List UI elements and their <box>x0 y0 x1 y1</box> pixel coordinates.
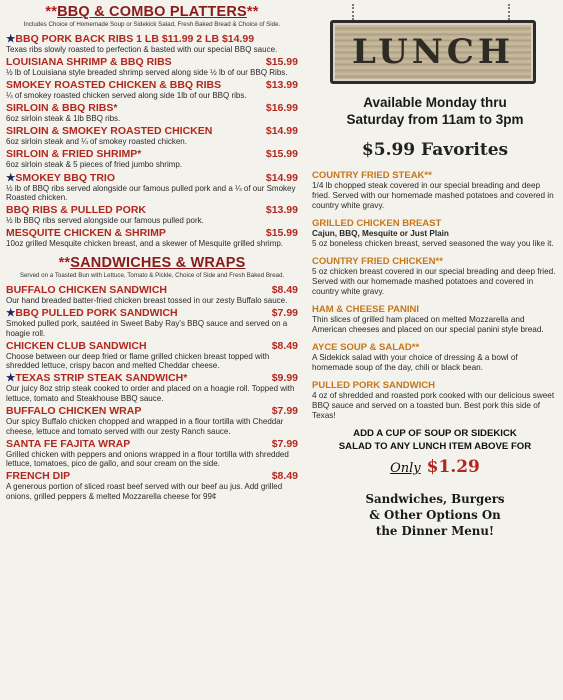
lunch-item-description <box>312 315 558 335</box>
menu-item-name: TEXAS STRIP STEAK SANDWICH* <box>15 372 188 385</box>
menu-item-price: $8.49 <box>271 339 298 352</box>
menu-item <box>6 340 298 371</box>
menu-item-title <box>6 307 178 319</box>
lunch-item-description <box>312 181 558 211</box>
menu-item-title <box>6 340 147 352</box>
bbq-section-title <box>6 4 298 20</box>
menu-item-price: $8.49 <box>271 470 298 483</box>
availability-text <box>312 94 558 128</box>
lunch-item <box>312 170 558 211</box>
lunch-item-desc-text: 5 oz boneless chicken breast, served seasoned the way you like it. <box>312 239 554 248</box>
menu-item-description: 6oz sirloin steak and ¼ of smokey roasted chicken. <box>6 137 187 147</box>
menu-item-title <box>6 284 167 296</box>
menu-item-name: FRENCH DIP <box>6 470 71 483</box>
menu-item-header <box>6 148 298 160</box>
star-icon: ★ <box>6 171 16 184</box>
menu-item-name: BBQ PORK BACK RIBS 1 LB $11.99 2 LB $14.99 <box>15 33 255 45</box>
menu-item-description: Our juicy 8oz strip steak cooked to order and placed on a hoagie roll. Topped with lettuce, tomato and Steakhouse BBQ sauce. <box>6 384 295 403</box>
menu-item-header <box>6 79 298 91</box>
menu-item-header <box>6 470 298 482</box>
lunch-item-name: HAM & CHEESE PANINI <box>312 304 419 315</box>
sandwiches-item-list <box>6 284 298 502</box>
lunch-item-description <box>312 353 558 373</box>
menu-item-description: 6oz sirloin steak & 1lb BBQ ribs. <box>6 114 121 124</box>
menu-item-description: Our spicy Buffalo chicken chopped and wrapped in a flour tortilla with Cheddar cheese, lettuce and tomato served with our zesty Ranch sauce. <box>6 417 284 436</box>
sandwiches-section-title <box>6 255 298 271</box>
menu-item-header <box>6 438 298 450</box>
menu-item-price: $8.49 <box>271 283 298 296</box>
menu-item <box>6 284 298 306</box>
menu-item-name: SMOKEY BBQ TRIO <box>15 171 115 184</box>
menu-item-name: SIRLOIN & BBQ RIBS* <box>6 102 118 115</box>
menu-item-header <box>6 204 298 216</box>
menu-item <box>6 33 298 55</box>
menu-item-title <box>6 204 146 216</box>
menu-item-title <box>6 438 130 450</box>
lunch-item-name: AYCE SOUP & SALAD** <box>312 342 420 353</box>
menu-item-header <box>6 56 298 68</box>
menu-item-header <box>6 172 298 184</box>
menu-item-name: BBQ PULLED PORK SANDWICH <box>15 307 178 320</box>
menu-item-name: CHICKEN CLUB SANDWICH <box>6 339 147 352</box>
left-column <box>6 4 298 503</box>
lunch-item-desc-text: 1/4 lb chopped steak covered in our special breading and deep fried. Served with our homemade mashed potatoes and covered in country white gravy. <box>312 181 554 210</box>
menu-item-price: $13.99 <box>265 79 298 92</box>
lunch-item-description <box>312 229 558 249</box>
lunch-item-name: COUNTRY FRIED CHICKEN** <box>312 256 443 267</box>
menu-item-price: $15.99 <box>265 56 298 69</box>
dinner-menu-note <box>312 491 558 539</box>
menu-item-description: ½ lb of Louisiana style breaded shrimp served along side ½ lb of our BBQ Ribs. <box>6 68 288 78</box>
lunch-item <box>312 304 558 335</box>
menu-item-header <box>6 102 298 114</box>
availability-line-2: Saturday from 11am to 3pm <box>346 112 524 127</box>
star-icon: ★ <box>6 372 16 385</box>
menu-item <box>6 102 298 124</box>
lunch-item-options: Cajun, BBQ, Mesquite or Just Plain <box>312 229 449 238</box>
menu-item-price: $7.99 <box>271 437 298 450</box>
addon-line-2: SALAD TO ANY LUNCH ITEM ABOVE FOR <box>338 440 532 452</box>
star-icon: ★ <box>6 33 16 45</box>
lunch-item-name: GRILLED CHICKEN BREAST <box>312 218 442 229</box>
menu-item-title <box>6 172 115 184</box>
menu-item-title <box>6 33 254 45</box>
menu-item-price: $15.99 <box>265 227 298 240</box>
menu-item-title <box>6 372 187 384</box>
lunch-item-desc-text: A Sidekick salad with your choice of dressing & a bowl of homemade soup of the day, chili or black bean. <box>312 353 518 372</box>
menu-item-price: $7.99 <box>271 307 298 320</box>
lunch-item-list <box>312 170 558 421</box>
menu-item-price: $9.99 <box>271 372 298 385</box>
menu-item-header <box>6 405 298 417</box>
lunch-item-description <box>312 267 558 297</box>
menu-item-title <box>6 470 70 482</box>
menu-item <box>6 172 298 203</box>
sandwiches-title-text: SANDWICHES & WRAPS <box>70 254 246 271</box>
menu-item-description: ¼ of smokey roasted chicken served along side 1lb of our BBQ ribs. <box>6 91 247 101</box>
menu-item-title <box>6 227 166 239</box>
lunch-item-name: COUNTRY FRIED STEAK** <box>312 170 432 181</box>
menu-item-description: Our hand breaded batter-fried chicken breast tossed in our zesty Buffalo sauce. <box>6 295 288 305</box>
lunch-sign <box>330 20 536 84</box>
right-column <box>312 4 558 539</box>
addon-price-line <box>312 457 558 477</box>
menu-item-title <box>6 148 141 160</box>
menu-item-header <box>6 372 298 384</box>
menu-item-title <box>6 102 117 114</box>
menu-item-title <box>6 79 221 91</box>
lunch-item-desc-text: 4 oz of shredded and roasted pork cooked with our delicious sweet BBQ sauce and served on a toasted bun. Best pork this side of Texas! <box>312 391 555 420</box>
sign-chain-left <box>352 4 356 20</box>
dinner-line-1: Sandwiches, Burgers <box>365 492 505 506</box>
menu-item-header <box>6 307 298 319</box>
star-icon: ★ <box>6 307 16 320</box>
addon-text <box>312 428 558 453</box>
bbq-title-text: BBQ & COMBO PLATTERS <box>57 4 247 20</box>
menu-item-header <box>6 340 298 352</box>
lunch-item-desc-text: Thin slices of grilled ham placed on melted Mozzarella and American cheeses and placed on our special panini style bread. <box>312 315 544 334</box>
menu-item <box>6 227 298 249</box>
menu-item-title <box>6 56 172 68</box>
bbq-item-list <box>6 33 298 249</box>
menu-item-name: SMOKEY ROASTED CHICKEN & BBQ RIBS <box>6 79 222 92</box>
menu-item-name: SIRLOIN & FRIED SHRIMP* <box>6 148 142 161</box>
favorites-title: $5.99 Favorites <box>361 140 509 160</box>
menu-item-name: BUFFALO CHICKEN WRAP <box>6 405 142 418</box>
title-stars-left: ** <box>58 254 71 271</box>
menu-item-title <box>6 405 141 417</box>
lunch-sign-text: LUNCH <box>352 32 514 72</box>
menu-item <box>6 148 298 170</box>
menu-item-header <box>6 284 298 296</box>
sign-chain-right <box>508 4 512 20</box>
menu-item <box>6 204 298 226</box>
menu-item-price: $14.99 <box>265 171 298 184</box>
addon-line-1: ADD A CUP OF SOUP OR SIDEKICK <box>353 428 517 439</box>
menu-item-name: BBQ RIBS & PULLED PORK <box>6 204 147 217</box>
menu-item-description: Smoked pulled pork, sautéed in Sweet Baby Ray's BBQ sauce and served on a hoagie roll. <box>6 319 288 338</box>
lunch-item <box>312 218 558 249</box>
lunch-item <box>312 256 558 297</box>
menu-item-description: Grilled chicken with peppers and onions wrapped in a flour tortilla with shredded lettuce, tomatoes, pico de gallo, and sour cream on the side. <box>6 449 289 469</box>
menu-item-title <box>6 125 212 137</box>
sandwiches-section-subtitle: Served on a Toasted Bun with Lettuce, Tomato & Pickle, Choice of Side and Fresh Baked Bread. <box>19 271 285 279</box>
menu-item-description: A generous portion of sliced roast beef served with our beef au jus. Add grilled onions, grilled peppers & melted Mozzarella cheese for 99¢ <box>6 482 283 502</box>
title-stars-left: ** <box>45 4 58 20</box>
menu-item-description: Choose between our deep fried or flame grilled chicken breast topped with shredded lettuce, crispy bacon and melted Cheddar cheese. <box>6 351 270 371</box>
menu-item-price: $7.99 <box>271 405 298 418</box>
menu-item-name: SANTA FE FAJITA WRAP <box>6 437 131 450</box>
menu-item <box>6 56 298 78</box>
bbq-section-subtitle: Includes Choice of Homemade Soup or Sidekick Salad, Fresh Baked Bread & Choice of Side. <box>23 21 281 28</box>
menu-item-name: LOUISIANA SHRIMP & BBQ RIBS <box>6 56 172 69</box>
dinner-line-2: & Other Options On <box>369 508 501 522</box>
menu-item-price: $15.99 <box>265 148 298 161</box>
menu-item <box>6 125 298 147</box>
lunch-item-desc-text: 5 oz chicken breast covered in our special breading and deep fried. Served with our homemade mashed potatoes and covered in country white gravy. <box>312 267 556 296</box>
menu-item-description: 10oz grilled Mesquite chicken breast, and a skewer of Mesquite grilled shrimp. <box>6 239 284 249</box>
menu-item-description: 6oz sirloin steak & 5 pieces of fried jumbo shrimp. <box>6 160 183 170</box>
addon-only-label: Only <box>390 461 421 476</box>
menu-item <box>6 307 298 338</box>
availability-line-1: Available Monday thru <box>363 95 507 110</box>
dinner-line-3: the Dinner Menu! <box>375 524 495 538</box>
menu-item-price: $14.99 <box>265 125 298 138</box>
menu-item <box>6 438 298 469</box>
lunch-item-description <box>312 391 558 421</box>
addon-price: $1.29 <box>426 457 480 477</box>
lunch-item <box>312 342 558 373</box>
menu-item-description: ½ lb of BBQ ribs served alongside our famous pulled pork and a ¼ of our Smokey Roasted chicken. <box>6 183 296 203</box>
menu-item-price: $13.99 <box>265 204 298 217</box>
menu-item-name: MESQUITE CHICKEN & SHRIMP <box>6 227 166 240</box>
menu-item-header <box>6 227 298 239</box>
menu-item-header <box>6 33 298 45</box>
lunch-item <box>312 380 558 421</box>
menu-item <box>6 79 298 101</box>
menu-item-name: SIRLOIN & SMOKEY ROASTED CHICKEN <box>6 125 213 138</box>
menu-item-description: Texas ribs slowly roasted to perfection & basted with our special BBQ sauce. <box>6 45 278 54</box>
menu-item-price: $16.99 <box>265 102 298 115</box>
title-stars-right: ** <box>246 4 259 20</box>
menu-item <box>6 470 298 501</box>
lunch-item-name: PULLED PORK SANDWICH <box>312 380 435 391</box>
menu-item <box>6 372 298 403</box>
menu-item-header <box>6 125 298 137</box>
menu-item-description: ½ lb BBQ ribs served alongside our famous pulled pork. <box>6 216 204 226</box>
menu-item-name: BUFFALO CHICKEN SANDWICH <box>6 283 167 296</box>
menu-item <box>6 405 298 436</box>
lunch-sign-area <box>312 4 558 90</box>
